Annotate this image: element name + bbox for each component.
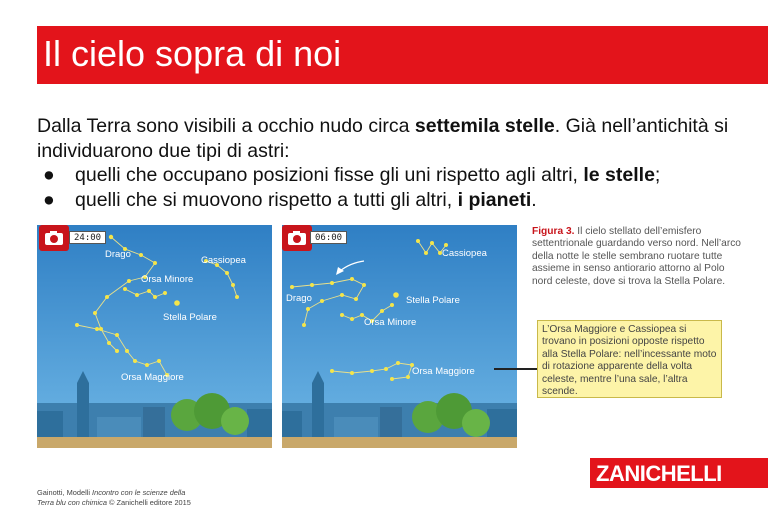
caption-text: Il cielo stellato dell’emisfero settentrionale guardando verso nord. Nell’arco della notte le stelle sembrano ruotare tutte assieme in senso antiorario attorno al Polo nord celeste, dove si trova la Stella Polare. [532, 226, 741, 287]
intro-paragraph [37, 114, 757, 164]
camera-icon [282, 225, 312, 251]
page-title: Il cielo sopra di noi [43, 33, 342, 74]
label-orsa-minore: Orsa Minore [141, 274, 194, 285]
label-drago: Drago [105, 249, 131, 260]
note-connector [494, 368, 538, 370]
bullet-text: quelli che si muovono rispetto a tutti gli altri, [75, 189, 458, 211]
credit-text [37, 488, 277, 508]
title-bar [37, 26, 768, 84]
label-cassiopea: Cassiopea [442, 248, 487, 259]
bullet-icon: ● [43, 164, 55, 186]
intro-text-after: . Già nell’antichità si individuarono due tipi di astri: [37, 115, 729, 162]
list-item [37, 188, 767, 213]
bullet-text: quelli che occupano posizioni fisse gli uni rispetto agli altri, [75, 164, 584, 186]
logo-text: ZANICHELLI [596, 461, 722, 486]
label-orsa-minore: Orsa Minore [364, 317, 417, 328]
label-orsa-maggiore: Orsa Maggiore [412, 366, 475, 377]
list-item [37, 163, 767, 188]
bullet-icon: ● [43, 189, 55, 211]
label-stella-polare: Stella Polare [163, 312, 217, 323]
intro-text-before: Dalla Terra sono visibili a occhio nudo circa [37, 115, 415, 137]
credit-line2-italic: Terra blu con chimica [37, 498, 107, 507]
credit-line2-after: © Zanichelli editore 2015 [106, 498, 191, 507]
label-stella-polare: Stella Polare [406, 295, 460, 306]
credit-line1-italic: Incontro con le scienze della [92, 488, 186, 497]
label-cassiopea: Cassiopea [201, 255, 246, 266]
figure-caption [532, 226, 747, 288]
time-label: 06:00 [310, 231, 347, 244]
credit-line1-before: Gainotti, Modelli [37, 488, 93, 497]
bullet-end: . [531, 189, 537, 211]
intro-bold: settemila stelle [414, 115, 555, 137]
sky-illustration-left [37, 225, 272, 448]
label-orsa-maggiore: Orsa Maggiore [121, 372, 184, 383]
note-box: L’Orsa Maggiore e Cassiopea si trovano in posizioni opposte rispetto alla Stella Polare: nell’incessante moto di rotazione apparente della volta celeste, mentre l’una sale, l’altra scende. [537, 320, 722, 398]
time-label: 24:00 [69, 231, 106, 244]
bullet-end: ; [654, 164, 661, 186]
publisher-logo [590, 458, 768, 488]
caption-label: Figura 3. [532, 226, 575, 237]
bullet-bold: le stelle [583, 164, 655, 186]
camera-icon [39, 225, 69, 251]
label-drago: Drago [286, 293, 312, 304]
sky-illustration-right [282, 225, 517, 448]
bullet-bold: i pianeti [457, 189, 532, 211]
bullet-list [37, 163, 767, 213]
